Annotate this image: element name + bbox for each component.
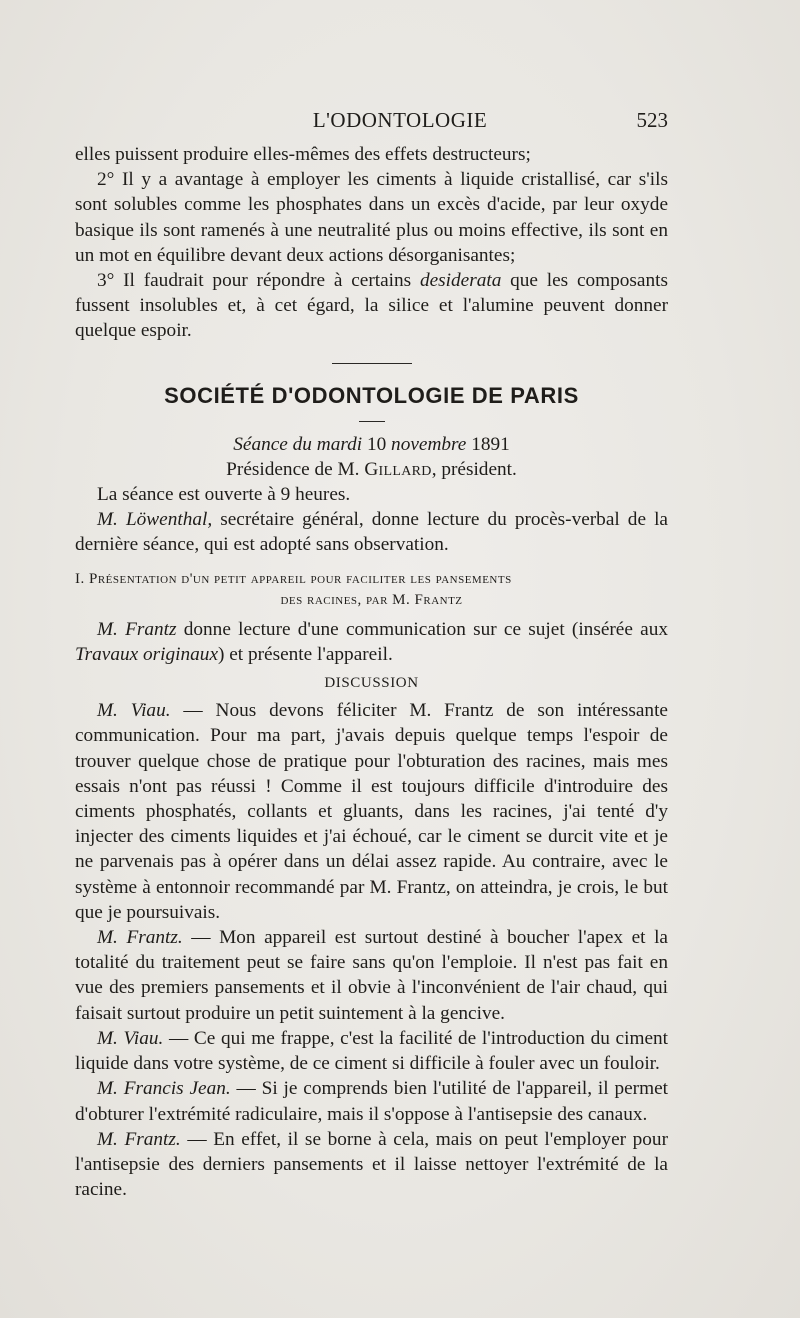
president-name: Gillard <box>364 458 432 480</box>
paragraph-point-3 <box>75 268 668 344</box>
speech-text: — Si je comprends bien l'utilité de l'appareil, il permet d'obturer l'extrémité radiculaire, mais il s'oppose à l'antisepsie des canaux. <box>75 1078 668 1125</box>
exchange-paragraph <box>75 1026 668 1076</box>
seance-label: Séance du mardi <box>233 433 367 455</box>
exchange-paragraph <box>75 1076 668 1126</box>
speaker-name: M. Löwenthal, <box>97 509 213 531</box>
presidence-suffix: , président. <box>431 458 517 480</box>
seance-date <box>75 432 668 457</box>
speech-text: ) et présente l'appareil. <box>218 643 393 665</box>
paragraph-point-2: 2° Il y a avantage à employer les ciments à liquide cristallisé, car s'ils sont solubles comme les phosphates dans un excès d'acide, par leur oxyde basique ils sont ramenés à une neutralité plus ou moins effective, ils sont en un mot en équilibre devant deux actions désorganisantes; <box>75 169 668 266</box>
seance-day: 10 <box>366 433 387 455</box>
seance-month: novembre <box>386 433 472 455</box>
discussion-label: DISCUSSION <box>324 675 419 692</box>
speech-text: — Ce qui me frappe, c'est la facilité de l'introduction du ciment liquide dans votre système, de ce ciment si difficile à fouler avec un fouloir. <box>75 1027 668 1075</box>
speech-text: — En effet, il se borne à cela, mais on peut l'employer pour l'antisepsie des derniers pansements et il laisse nettoyer l'extrémité de la racine. <box>75 1128 668 1201</box>
society-heading: SOCIÉTÉ D'ODONTOLOGIE DE PARIS <box>164 382 579 408</box>
seance-year: 1891 <box>471 433 510 455</box>
paragraph-continuation: elles puissent produire elles-mêmes des effets destructeurs; <box>75 144 531 165</box>
page-number: 523 <box>636 108 668 132</box>
exchange-paragraph <box>75 698 668 925</box>
section-heading-line-2: des racines, par M. Frantz <box>280 591 463 608</box>
proces-verbal-paragraph <box>75 507 668 557</box>
section-divider <box>332 363 412 364</box>
italic-reference: Travaux originaux <box>75 643 218 665</box>
exchange-paragraph <box>75 1127 668 1203</box>
italic-term: desiderata <box>419 270 502 292</box>
page-body <box>75 142 668 1202</box>
running-head <box>0 108 800 138</box>
speaker-name: M. Frantz. <box>97 1128 181 1150</box>
section-heading-line-1: I. Présentation d'un petit appareil pour faciliter les pansements <box>75 570 512 587</box>
discussion-list <box>75 698 668 1202</box>
section-heading <box>75 569 668 611</box>
text-span: que les composants fussent insolubles et, à cet égard, la silice et l'alumine peuvent donner quelque espoir. <box>75 270 668 342</box>
speaker-name: M. Francis Jean. <box>97 1078 231 1100</box>
exchange-paragraph <box>75 925 668 1026</box>
journal-title: L'ODONTOLOGIE <box>312 108 488 132</box>
text-span: 3° Il faudrait pour répondre à certains <box>97 270 420 292</box>
heading-rule <box>359 421 385 422</box>
presidence-prefix: Présidence de M. <box>226 458 365 480</box>
speaker-name: M. Viau. <box>97 1027 164 1049</box>
presidence-line <box>75 457 668 482</box>
speech-text: donne lecture d'une communication sur ce sujet (insérée aux <box>176 618 668 640</box>
speaker-name: M. Frantz. <box>97 927 183 949</box>
speaker-name: M. Frantz <box>97 618 177 640</box>
opening-line: La séance est ouverte à 9 heures. <box>97 484 351 506</box>
speech-text: secrétaire général, donne lecture du procès-verbal de la dernière séance, qui est adopté sans observation. <box>75 509 668 556</box>
frantz-intro-paragraph <box>75 617 668 667</box>
speech-text: — Nous devons féliciter M. Frantz de son intéressante communication. Pour ma part, j'avais depuis quelque temps l'espoir de trouver quelque chose de pratique pour l'obturation des racines, mais mes essais n'ont pas réussi ! Comme il est toujours difficile d'introduire des ciments phosphatés, collants et gluants, dans les racines, j'ai tenté d'y injecter des ciments liquides et j'ai échoué, car le ciment se durcit vite et je ne parvenais pas à opérer dans un délai assez rapide. Au contraire, avec le système à entonnoir recommandé par M. Frantz, on atteindra, je crois, le but que je poursuivais. <box>75 700 668 923</box>
speaker-name: M. Viau. <box>97 700 171 722</box>
speech-text: — Mon appareil est surtout destiné à boucher l'apex et la totalité du traitement peut se faire sans qu'on l'emploie. Il n'est pas fait en vue des premiers pansements et il obvie à l'inconvénient de l'air chaud, qui faisait surtout produire un petit suintement à la gencive. <box>75 927 668 1024</box>
